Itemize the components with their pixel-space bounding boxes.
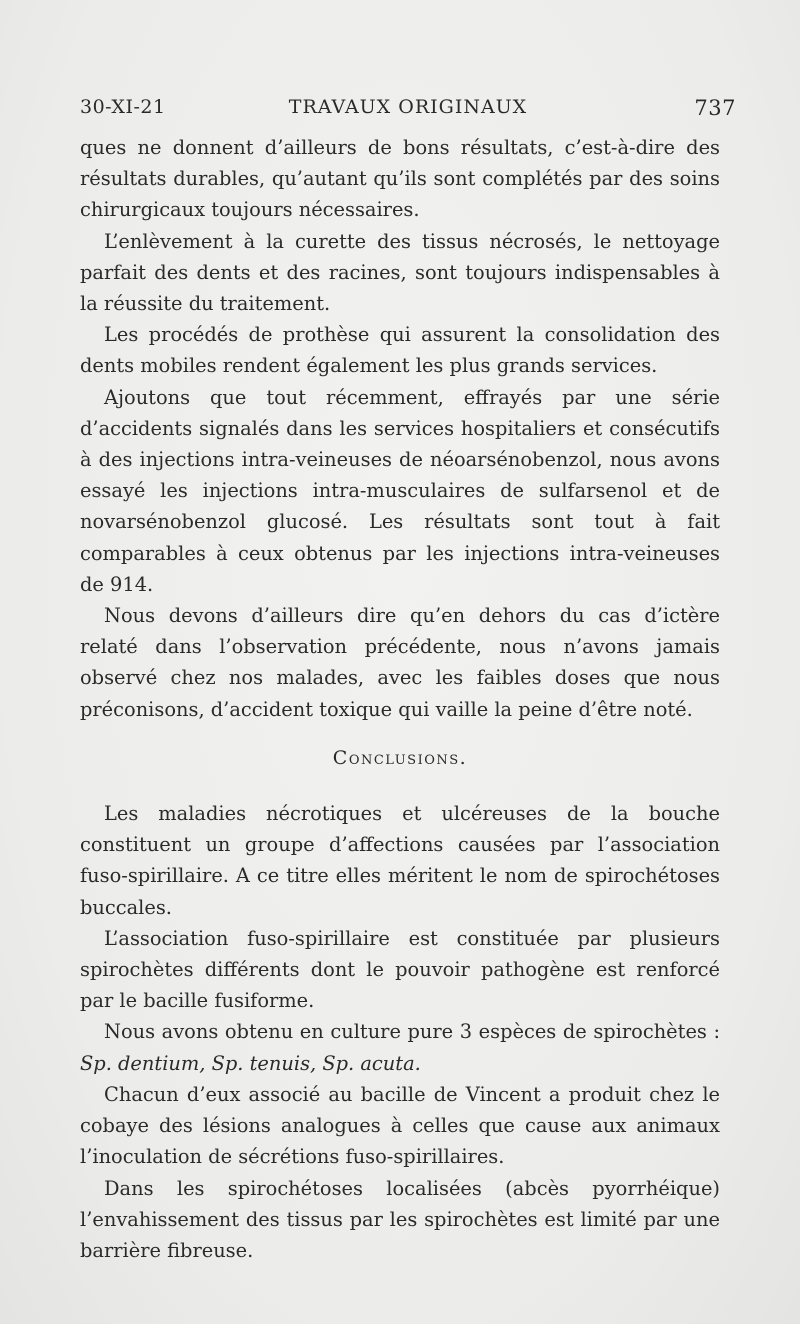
header-title: TRAVAUX ORIGINAUX <box>288 96 528 118</box>
header-date: 30-XI-21 <box>80 96 166 118</box>
paragraph-3: Les procédés de prothèse qui assurent la consolidation des dents mobiles rendent également les plus grands services. <box>80 323 720 378</box>
body-text <box>80 132 720 1266</box>
paragraph-4: Ajoutons que tout récemment, effrayés par une série d’accidents signalés dans les services hospitaliers et consécutifs à des injections intra-veineuses de néoarsénobenzol, nous avons essayé les injections intra-musculaires de sulfarsenol et de novarsénobenzol glucosé. Les résultats sont tout à fait comparables à ceux obtenus par les injections intra-veineuses de 914. <box>80 385 720 596</box>
paragraph-10: Dans les spirochétoses localisées (abcès pyorrhéique) l’envahissement des tissus par les spirochètes est limité par une barrière fibreuse. <box>80 1176 720 1262</box>
section-heading: Conclusions. <box>332 746 468 769</box>
paragraph-8-text: Nous avons obtenu en culture pure 3 espèces de spirochètes : <box>104 1020 720 1044</box>
paragraph-5: Nous devons d’ailleurs dire qu’en dehors du cas d’ictère relaté dans l’observation précédente, nous n’avons jamais observé chez nos malades, avec les faibles doses que nous préconisons, d’accident toxique qui vaille la peine d’être noté. <box>80 604 720 721</box>
running-header <box>80 92 736 126</box>
species-list: Sp. dentium, Sp. tenuis, Sp. acuta. <box>80 1051 421 1075</box>
paragraph-6: Les maladies nécrotiques et ulcéreuses de la bouche constituent un groupe d’affections causées par l’association fuso-spirillaire. A ce titre elles méritent le nom de spirochétoses buccales. <box>80 802 720 919</box>
paragraph-8 <box>80 1016 720 1078</box>
paragraph-1: ques ne donnent d’ailleurs de bons résultats, c’est-à-dire des résultats durables, qu’autant qu’ils sont complétés par des soins chirurgicaux toujours nécessaires. <box>80 136 720 222</box>
paragraph-9: Chacun d’eux associé au bacille de Vincent a produit chez le cobaye des lésions analogues à celles que cause aux animaux l’inoculation de sécrétions fuso-spirillaires. <box>80 1082 720 1169</box>
page-number: 737 <box>694 96 736 120</box>
paragraph-2: L’enlèvement à la curette des tissus nécrosés, le nettoyage parfait des dents et des racines, sont toujours indispensables à la réussite du traitement. <box>80 229 720 316</box>
paragraph-7: L’association fuso-spirillaire est constituée par plusieurs spirochètes différents dont le pouvoir pathogène est renforcé par le bacille fusiforme. <box>80 926 720 1013</box>
